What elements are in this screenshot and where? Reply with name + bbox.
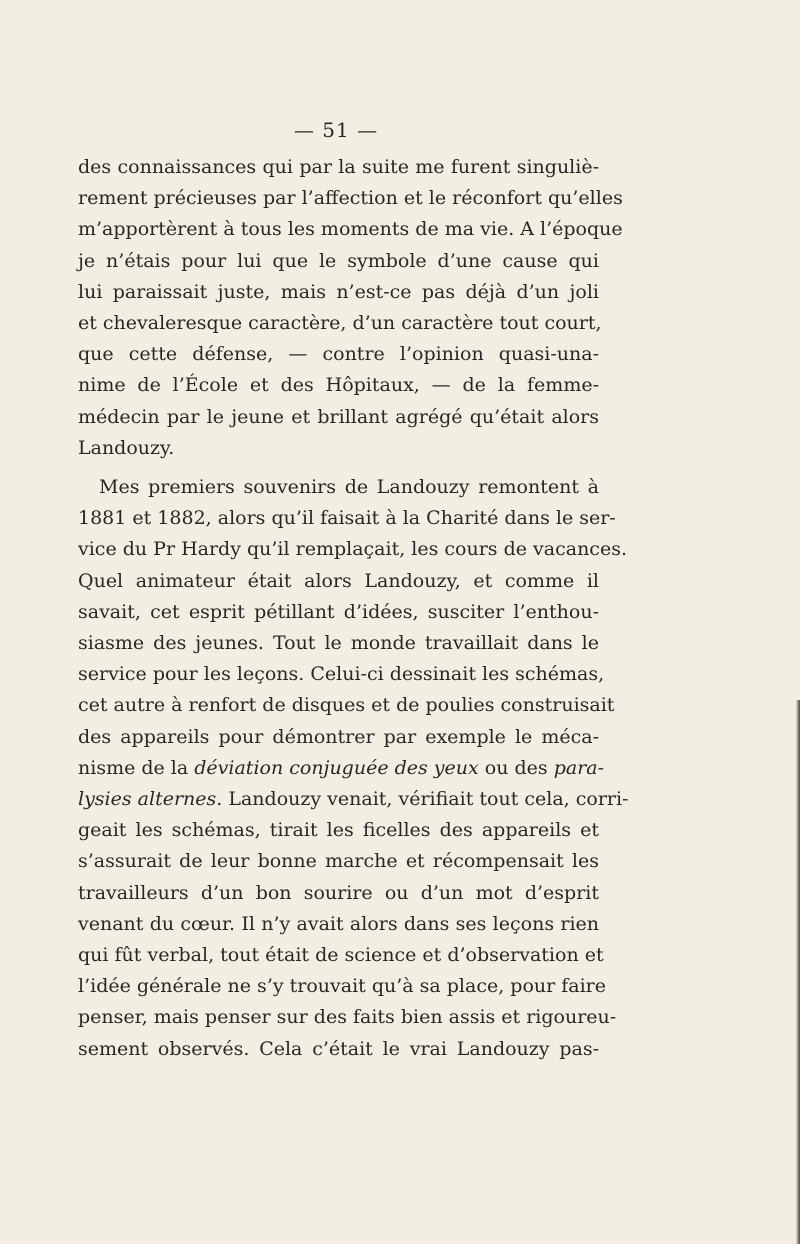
page-edge-shadow xyxy=(796,700,800,1244)
text-line: travailleurs d’un bon sourire ou d’un mot d’esprit xyxy=(78,881,599,904)
text-line: geait les schémas, tirait les ficelles des appareils et xyxy=(78,819,599,842)
text-line: médecin par le jeune et brillant agrégé qu’était alors xyxy=(78,405,599,428)
italic-text-run: lysies alternes. xyxy=(78,788,223,811)
text-line: des connaissances qui par la suite me furent singuliè- xyxy=(78,156,599,178)
text-line: m’apportèrent à tous les moments de ma vie. A l’époque xyxy=(78,218,623,241)
text-line: Quel animateur était alors Landouzy, et comme il xyxy=(78,569,599,592)
text-line: que cette défense, — contre l’opinion quasi-una- xyxy=(78,343,599,366)
text-line: venant du cœur. Il n’y avait alors dans ses leçons rien xyxy=(78,912,599,935)
text-line: 1881 et 1882, alors qu’il faisait à la Charité dans le ser- xyxy=(78,507,616,530)
italic-text-run: para- xyxy=(553,756,605,779)
text-line: des appareils pour démontrer par exemple le méca- xyxy=(78,725,599,748)
text-line: qui fût verbal, tout était de science et d’observation et xyxy=(78,944,604,967)
text-line: service pour les leçons. Celui-ci dessinait les schémas, xyxy=(78,663,605,686)
text-line: et chevaleresque caractère, d’un caractère tout court, xyxy=(78,312,602,335)
text-line: sement observés. Cela c’était le vrai Landouzy pas- xyxy=(78,1037,599,1060)
text-line: siasme des jeunes. Tout le monde travaillait dans le xyxy=(78,632,599,655)
text-line-with-italics xyxy=(78,753,605,784)
text-line: rement précieuses par l’affection et le réconfort qu’elles xyxy=(78,187,623,210)
text-line: cet autre à renfort de disques et de poulies construisait xyxy=(78,694,615,717)
text-line: Landouzy. xyxy=(78,436,175,459)
text-line: vice du Pr Hardy qu’il remplaçait, les cours de vacances. xyxy=(78,538,627,561)
text-line: lui paraissait juste, mais n’est-ce pas déjà d’un joli xyxy=(78,280,599,303)
text-line: s’assurait de leur bonne marche et récompensait les xyxy=(78,850,599,873)
text-run: Landouzy venait, vérifiait tout cela, corri- xyxy=(222,788,629,811)
text-line: nime de l’École et des Hôpitaux, — de la femme- xyxy=(78,374,599,397)
text-line: savait, cet esprit pétillant d’idées, susciter l’enthou- xyxy=(78,600,599,623)
page-number: — 51 — xyxy=(293,118,379,142)
text-run: nisme de la xyxy=(78,756,195,779)
text-line-with-italics xyxy=(78,784,629,815)
italic-text-run: déviation conjuguée des yeux xyxy=(194,756,479,779)
text-line: Mes premiers souvenirs de Landouzy remontent à xyxy=(99,476,599,498)
paragraph-1 xyxy=(78,152,623,464)
paragraph-2 xyxy=(78,472,629,1065)
text-line: l’idée générale ne s’y trouvait qu’à sa place, pour faire xyxy=(78,975,607,998)
text-run: ou des xyxy=(478,756,554,779)
text-line: penser, mais penser sur des faits bien assis et rigoureu- xyxy=(78,1006,617,1029)
text-line: je n’étais pour lui que le symbole d’une cause qui xyxy=(78,249,599,272)
